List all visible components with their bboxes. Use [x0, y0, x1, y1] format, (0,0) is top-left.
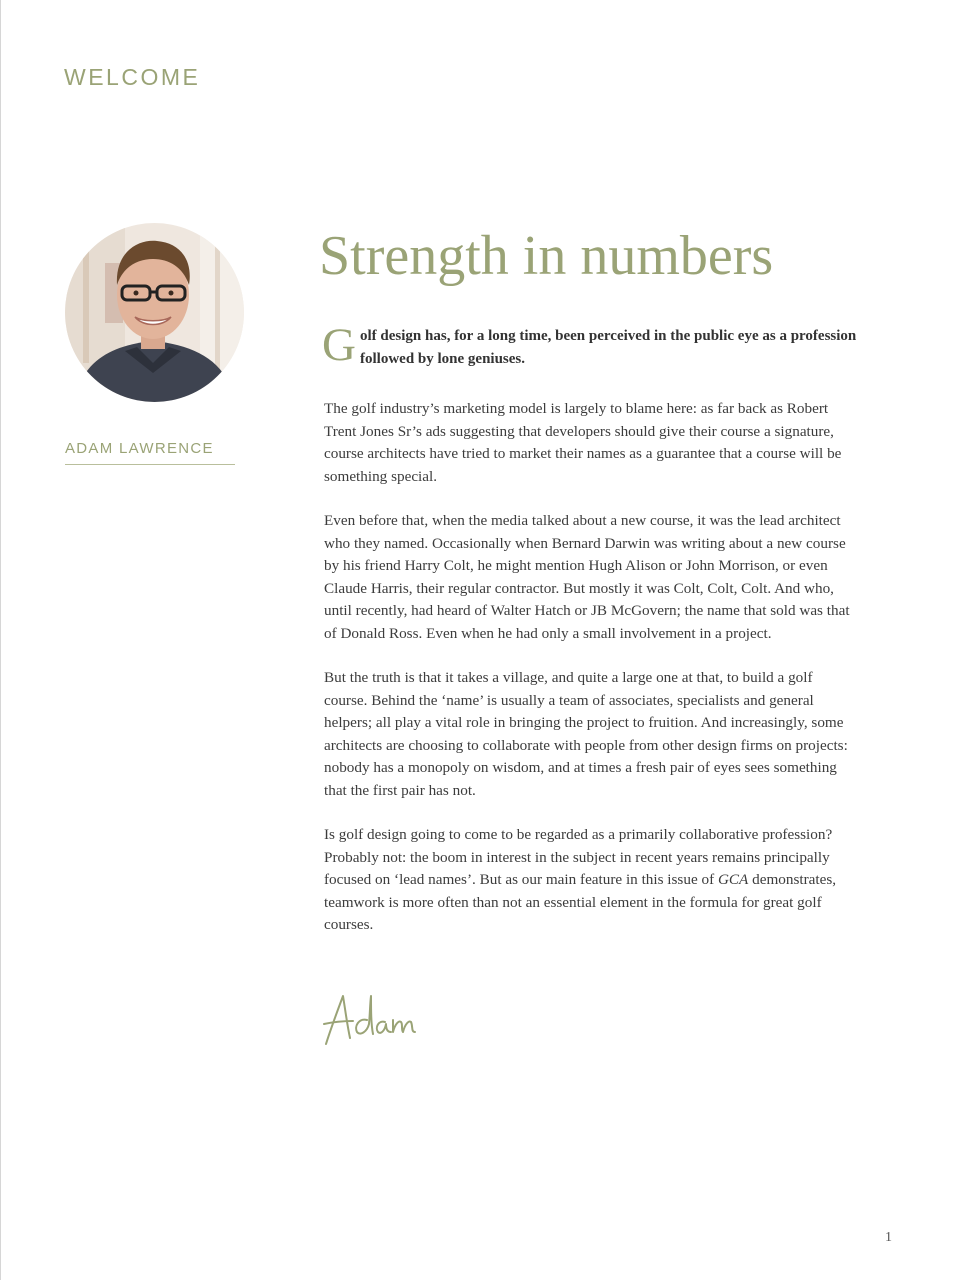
page-number: 1 — [885, 1230, 892, 1245]
article-paragraph-last — [324, 824, 859, 937]
drop-cap: G — [322, 319, 356, 371]
signature — [321, 990, 421, 1050]
article-paragraph: But the truth is that it takes a village, and quite a large one at that, to build a golf course. Behind the ‘name’ is usually a team of associates, specialists and general helpers; all play a vital role in bringing the project to fruition. And increasingly, some architects are choosing to collaborate with people from other design firms on projects: nobody has a monopoly on wisdom, and at times a fresh pair of eyes sees something that the first pair has not. — [324, 669, 848, 799]
author-portrait — [65, 223, 244, 402]
section-label: WELCOME — [64, 64, 201, 90]
paragraph-text-start: Is golf design going to come to be regarded as a primarily collaborative profession? Probably not: the boom in interest in the subject in recent years remains principally focused on ‘lead names’. But as our main feature in this issue of — [324, 826, 833, 888]
article-title: Strength in numbers — [319, 225, 774, 287]
article-paragraph: The golf industry’s marketing model is largely to blame here: as far back as Robert Trent Jones Sr’s ads suggesting that developers should give their course a signature, course architects have tried to market their names as a guarantee that a course will be something special. — [324, 400, 842, 485]
article-intro — [322, 319, 859, 371]
paragraph-text-end: demonstrates, teamwork is more often than not an essential element in the formula for great golf courses. — [324, 871, 837, 933]
magazine-name: GCA — [717, 871, 749, 888]
intro-text: olf design has, for a long time, been perceived in the public eye as a profession followed by lone geniuses. — [360, 328, 857, 367]
article-paragraph: Even before that, when the media talked about a new course, it was the lead architect who they named. Occasionally when Bernard Darwin was writing about a new course by his friend Harry Colt, he might mention Hugh Alison or John Morrison, or even Claude Harris, their regular contractor. But mostly it was Colt, Colt, Colt. And who, until recently, had heard of Walter Hatch or JB McGovern; the name that sold was that of Donald Ross. Even when he had only a small involvement in a project. — [324, 512, 850, 642]
signature-icon — [321, 990, 421, 1050]
author-portrait-icon — [65, 223, 244, 402]
author-name: ADAM LAWRENCE — [65, 440, 235, 465]
article-body — [322, 319, 859, 959]
